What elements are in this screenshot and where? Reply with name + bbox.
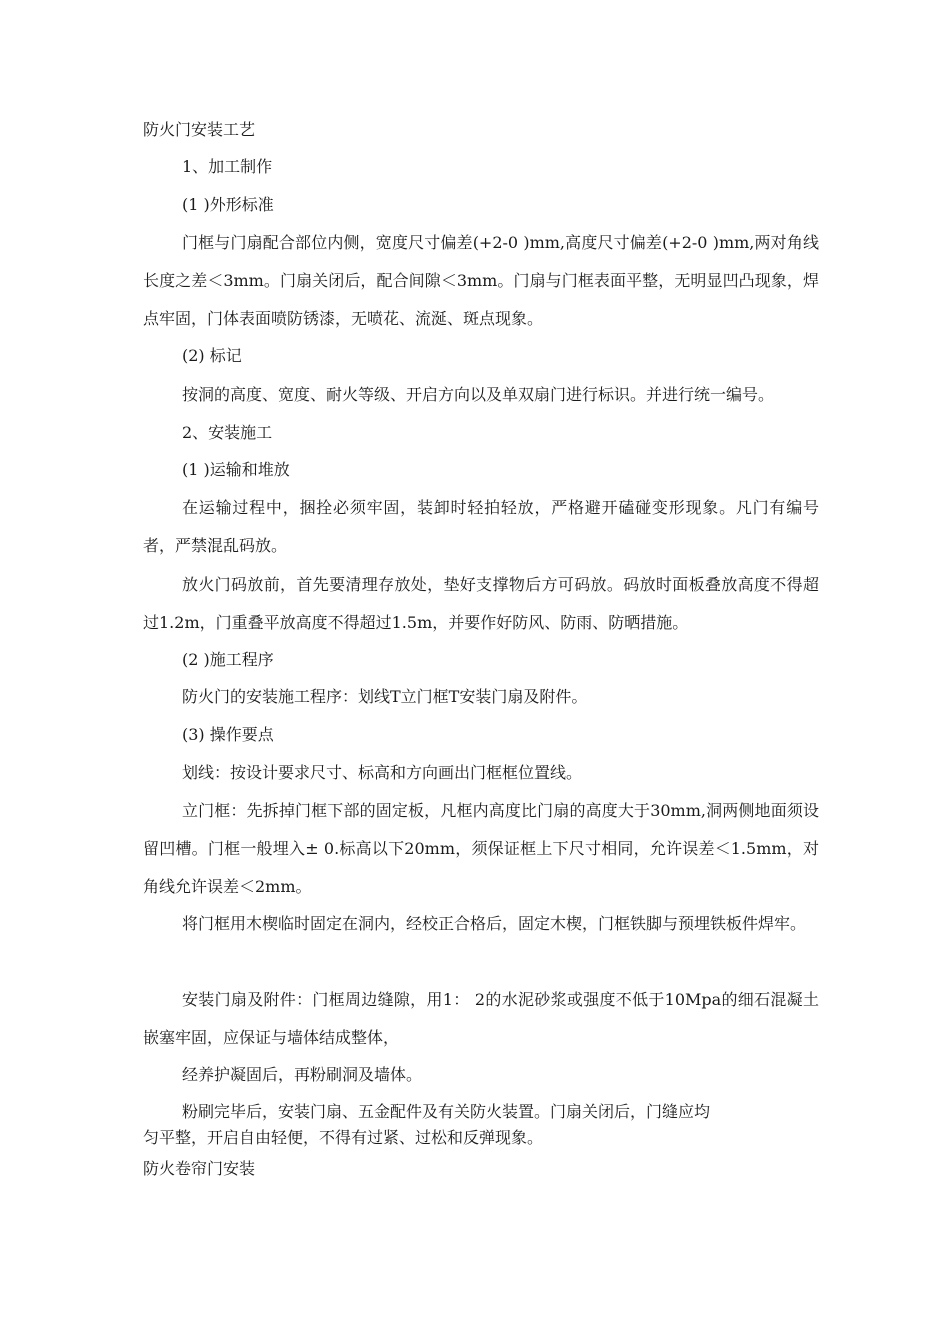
paragraph: 放火门码放前，首先要清理存放处，垫好支撑物后方可码放。码放时面板叠放高度不得超过1.2m，门重叠平放高度不得超过1.5m，并要作好防风、防雨、防晒措施。 (143, 575, 819, 632)
document-title: 防火门安装工艺 (143, 120, 256, 139)
subsection-heading: (2 )施工程序 (182, 650, 274, 669)
paragraph: 立门框：先拆掉门框下部的固定板，凡框内高度比门扇的高度大于30mm,洞两侧地面须设留凹槽。门框一般埋入± 0.标高以下20mm，须保证框上下尺寸相同，允许误差＜1.5mm，对角线允许误差＜2mm。 (143, 801, 819, 896)
paragraph: 划线：按设计要求尺寸、标高和方向画出门框框位置线。 (182, 763, 583, 782)
subsection-heading: (2) 标记 (182, 346, 242, 365)
paragraph: 在运输过程中，捆拴必须牢固，装卸时轻拍轻放，严格避开磕碰变形现象。凡门有编号者，严禁混乱码放。 (143, 498, 819, 555)
paragraph-line: 匀平整，开启自由轻便，不得有过紧、过松和反弹现象。 (143, 1128, 544, 1147)
section-heading: 2、安装施工 (182, 423, 273, 442)
paragraph: 安装门扇及附件：门框周边缝隙，用1： 2的水泥砂浆或强度不低于10Mpa的细石混凝土嵌塞牢固，应保证与墙体结成整体， (143, 990, 819, 1047)
paragraph: 按洞的高度、宽度、耐火等级、开启方向以及单双扇门进行标识。并进行统一编号。 (182, 385, 775, 404)
paragraph: 将门框用木楔临时固定在洞内，经校正合格后，固定木楔，门框铁脚与预埋铁板件焊牢。 (182, 914, 807, 933)
subsection-heading: (3) 操作要点 (182, 725, 274, 744)
paragraph: 门框与门扇配合部位内侧，宽度尺寸偏差(+2-0 )mm,高度尺寸偏差(+2-0 )mm,两对角线长度之差＜3mm。门扇关闭后，配合间隙＜3mm。门扇与门框表面平整，无明显凹凸现象，焊点牢固，门体表面喷防锈漆，无喷花、流涎、斑点现象。 (143, 233, 819, 328)
subsection-heading: (1 )外形标准 (182, 195, 274, 214)
section-heading: 1、加工制作 (182, 157, 273, 176)
next-section-title: 防火卷帘门安装 (143, 1159, 256, 1178)
paragraph: 防火门的安装施工程序：划线T立门框T安装门扇及附件。 (182, 687, 588, 706)
paragraph-line: 粉刷完毕后，安装门扇、五金配件及有关防火装置。门扇关闭后，门缝应均 (182, 1102, 711, 1121)
subsection-heading: (1 )运输和堆放 (182, 460, 290, 479)
paragraph: 经养护凝固后，再粉刷洞及墙体。 (182, 1065, 423, 1084)
